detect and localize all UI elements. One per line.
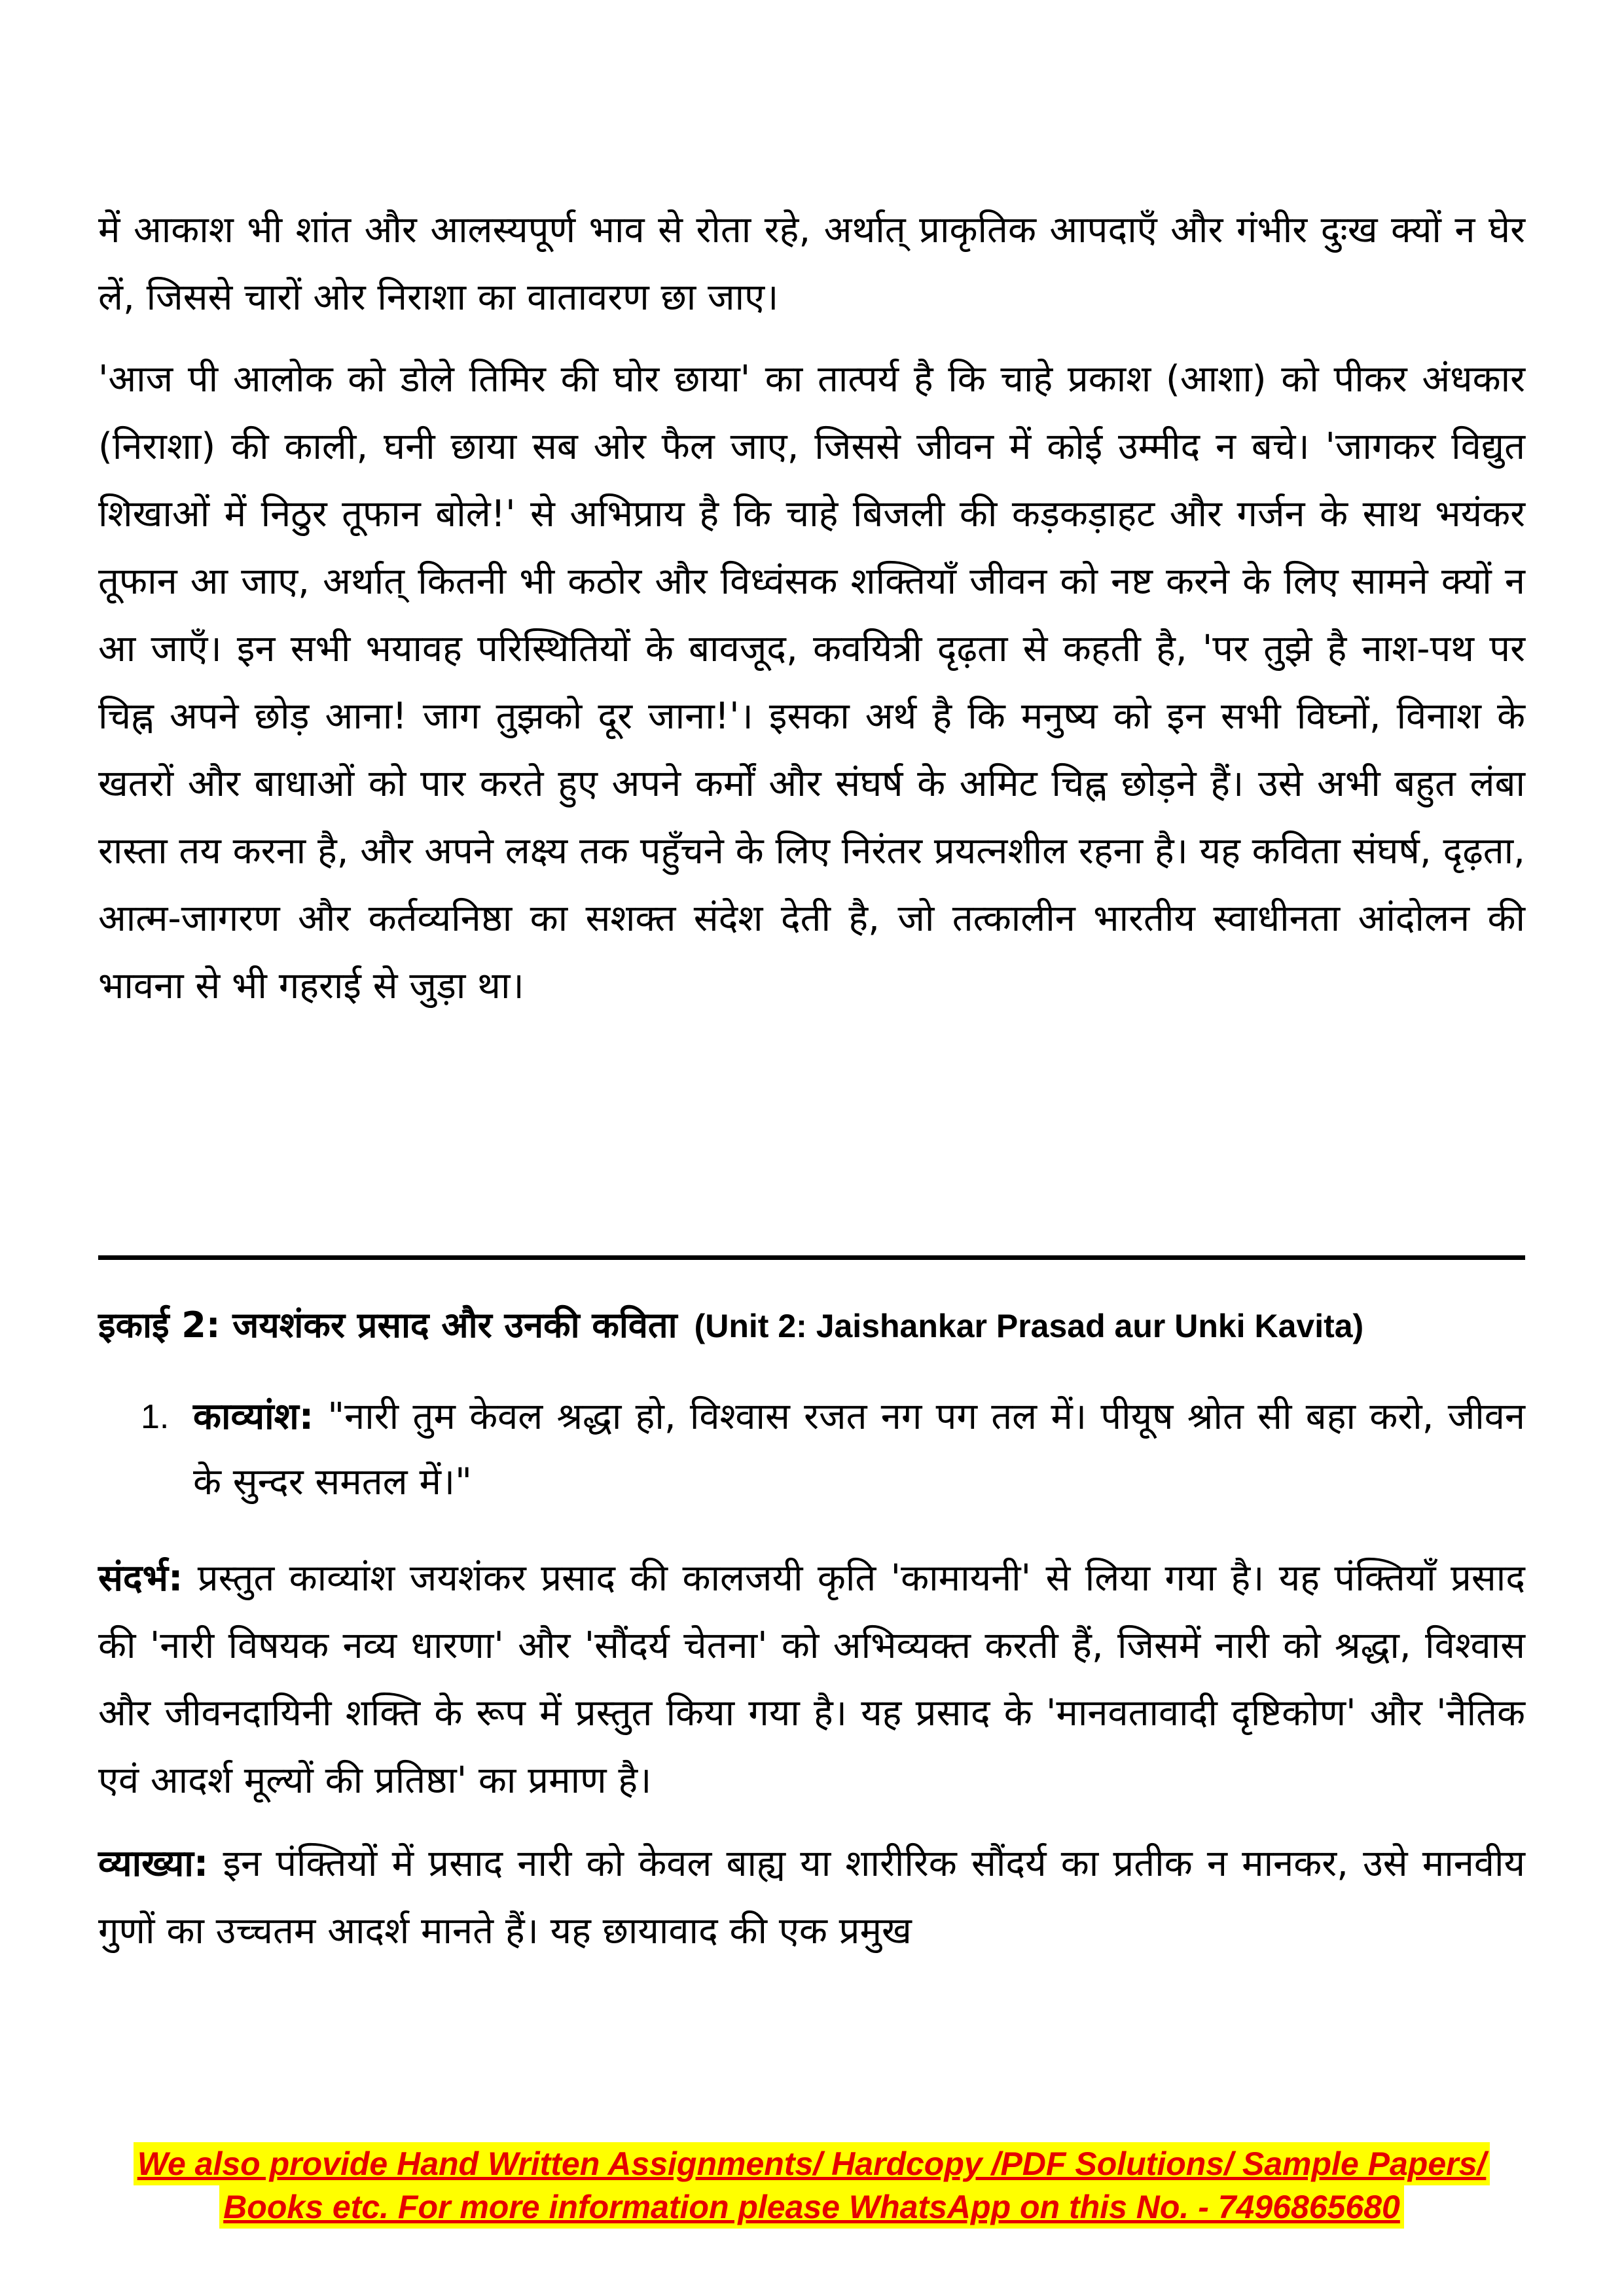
sandarbh-text: प्रस्तुत काव्यांश जयशंकर प्रसाद की कालजयी कृति 'कामायनी' से लिया गया है। यह पंक्तियाँ प्रसाद की 'नारी विषयक नव्य धारणा' और 'सौंदर्य चेतना' को अभिव्यक्त करती हैं, जिसमें नारी को श्रद्धा, विश्वास और जीवनदायिनी शक्ति के रूप में प्रस्तुत किया गया है। यह प्रसाद के 'मानवतावादी दृष्टिकोण' और 'नैतिक एवं आदर्श मूल्यों की प्रतिष्ठा' का प्रमाण है। xyxy=(98,1557,1525,1802)
unit-heading-hindi: इकाई 2: जयशंकर प्रसाद और उनकी कविता xyxy=(98,1304,677,1346)
footer-advertisement xyxy=(98,2142,1525,2229)
footer-line-1: We also provide Hand Written Assignments/ Hardcopy /PDF Solutions/ Sample Papers/ xyxy=(134,2142,1490,2185)
top-text-section xyxy=(98,196,1525,1020)
analysis-section xyxy=(98,1545,1525,1981)
verse-quote: "नारी तुम केवल श्रद्धा हो, विश्वास रजत नग पग तल में। पीयूष श्रोत सी बहा करो, जीवन के सुन्दर समतल में।" xyxy=(193,1395,1525,1503)
sandarbh-paragraph xyxy=(98,1545,1525,1814)
paragraph-explanation: 'आज पी आलोक को डोले तिमिर की घोर छाया' का तात्पर्य है कि चाहे प्रकाश (आशा) को पीकर अंधकार (निराशा) की काली, घनी छाया सब ओर फैल जाए, जिससे जीवन में कोई उम्मीद न बचे। 'जागकर विद्युत शिखाओं में निठुर तूफान बोले!' से अभिप्राय है कि चाहे बिजली की कड़कड़ाहट और गर्जन के साथ भयंकर तूफान आ जाए, अर्थात् कितनी भी कठोर और विध्वंसक शक्तियाँ जीवन को नष्ट करने के लिए सामने क्यों न आ जाएँ। इन सभी भयावह परिस्थितियों के बावजूद, कवयित्री दृढ़ता से कहती है, 'पर तुझे है नाश-पथ पर चिह्न अपने छोड़ आना! जाग तुझको दूर जाना!'। इसका अर्थ है कि मनुष्य को इन सभी विघ्नों, विनाश के खतरों और बाधाओं को पार करते हुए अपने कर्मों और संघर्ष के अमिट चिह्न छोड़ने हैं। उसे अभी बहुत लंबा रास्ता तय करना है, और अपने लक्ष्य तक पहुँचने के लिए निरंतर प्रयत्नशील रहना है। यह कविता संघर्ष, दृढ़ता, आत्म-जागरण और कर्तव्यनिष्ठा का सशक्त संदेश देती है, जो तत्कालीन भारतीय स्वाधीनता आंदोलन की भावना से भी गहराई से जुड़ा था। xyxy=(98,358,1525,1007)
vyakhya-label: व्याख्या: xyxy=(98,1842,209,1885)
vyakhya-text: इन पंक्तियों में प्रसाद नारी को केवल बाह्य या शारीरिक सौंदर्य का प्रतीक न मानकर, उसे मानवीय गुणों का उच्चतम आदर्श मानते हैं। यह छायावाद की एक प्रमुख xyxy=(98,1842,1525,1952)
list-number: 1. xyxy=(141,1398,170,1436)
verse-label: काव्यांश: xyxy=(193,1395,314,1438)
unit-heading-english: (Unit 2: Jaishankar Prasad aur Unki Kavita) xyxy=(694,1308,1364,1344)
verse-text xyxy=(193,1384,1525,1515)
horizontal-divider xyxy=(98,1255,1525,1260)
footer-line-2: Books etc. For more information please WhatsApp on this No. - 7496865680 xyxy=(219,2185,1404,2229)
verse-list-item xyxy=(141,1384,1525,1515)
paragraph-continuation: में आकाश भी शांत और आलस्यपूर्ण भाव से रोता रहे, अर्थात् प्राकृतिक आपदाएँ और गंभीर दुःख क्यों न घेर लें, जिससे चारों ओर निराशा का वातावरण छा जाए। xyxy=(98,209,1525,319)
unit-heading xyxy=(98,1299,1525,1352)
vyakhya-paragraph xyxy=(98,1830,1525,1965)
sandarbh-label: संदर्भ: xyxy=(98,1557,183,1600)
